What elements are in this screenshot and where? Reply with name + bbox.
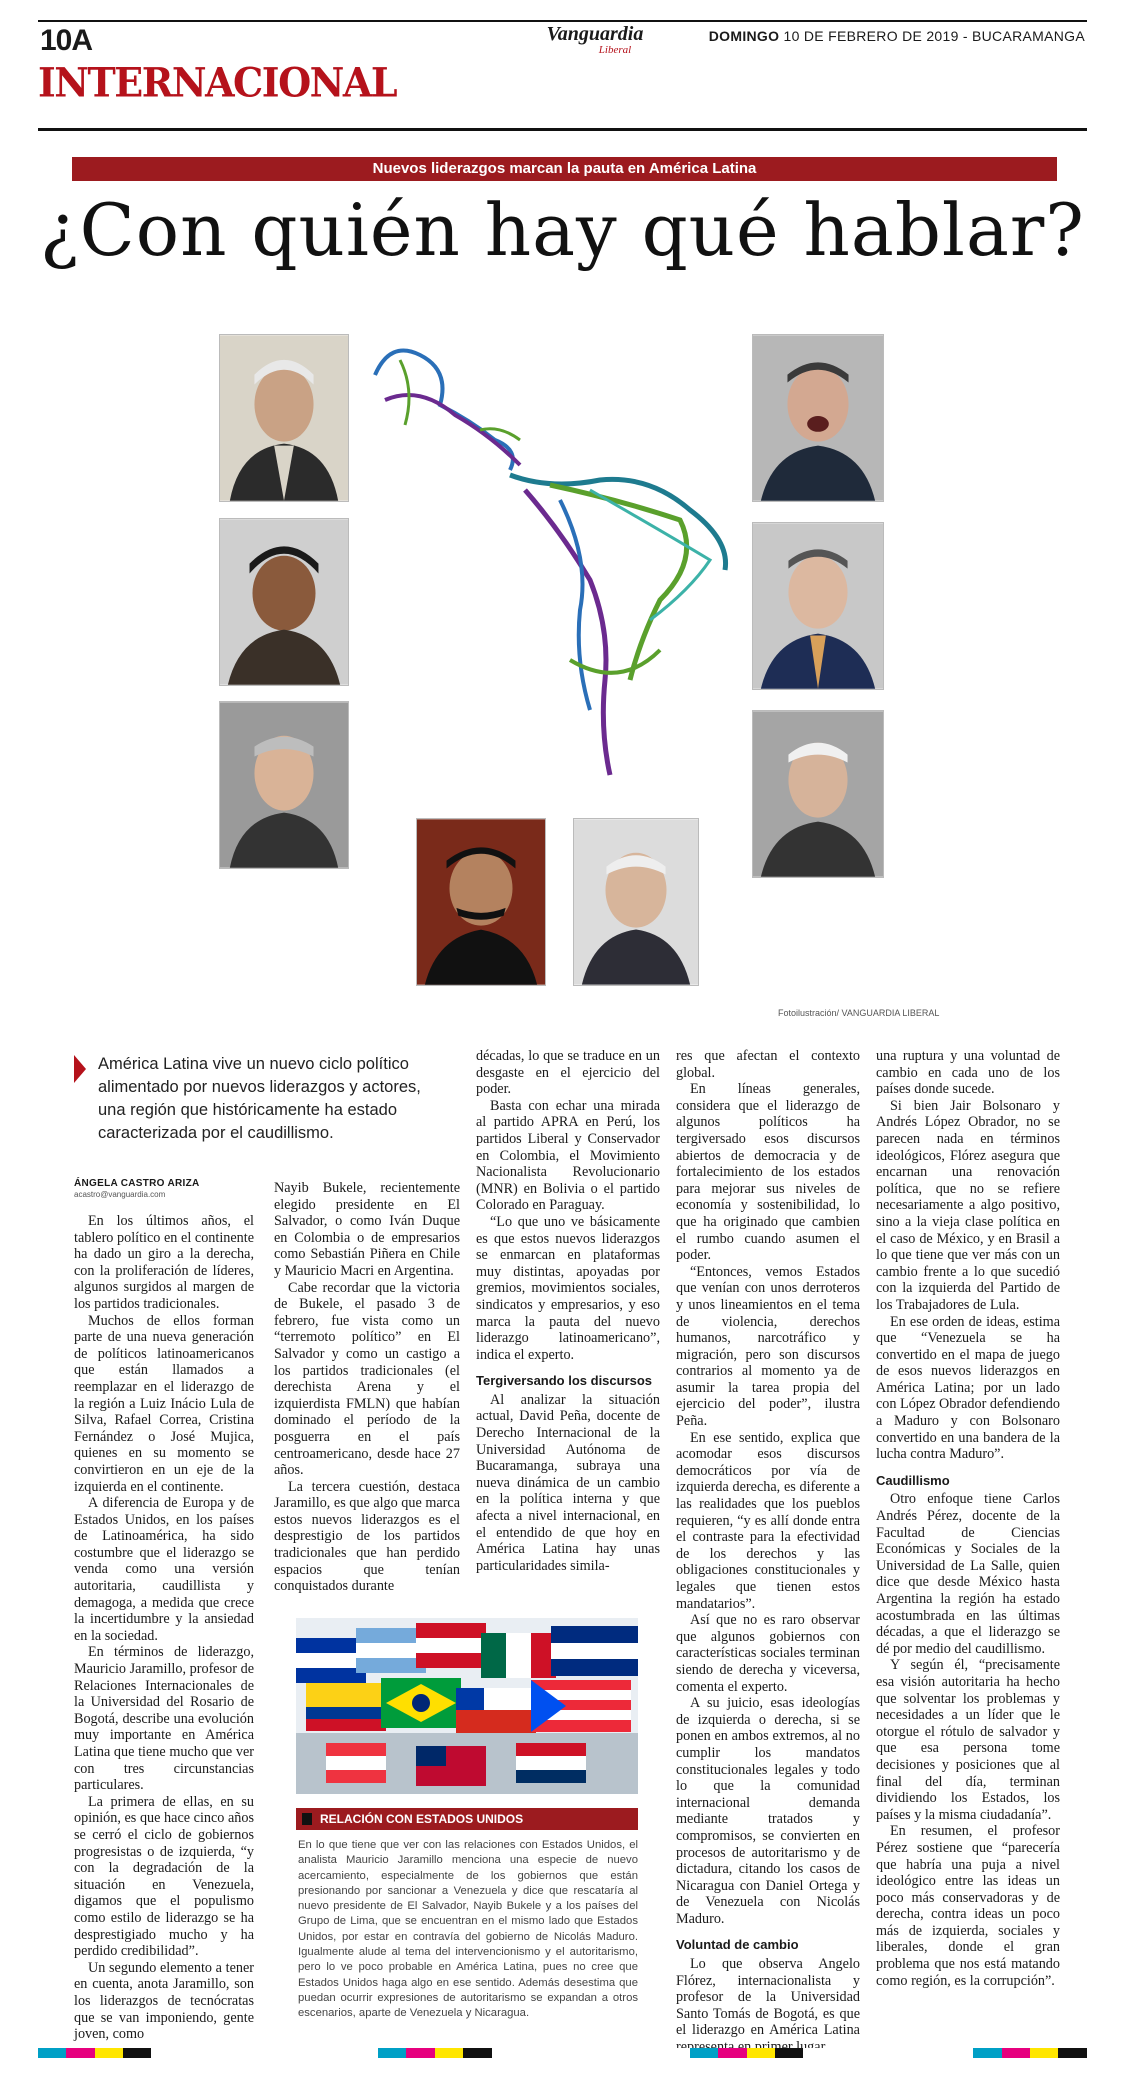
paragraph: En términos de liderazgo, Mauricio Jaramillo, profesor de Relaciones Internacionales de la Universidad del Rosario de Bogotá, describe una evolución muy importante en América Latina que tiene mucho que ver con tres circunstancias particulares. <box>74 1644 254 1794</box>
portrait-photo-7 <box>752 522 884 690</box>
portrait-photo-1 <box>219 334 349 502</box>
subheading: Tergiversando los discursos <box>476 1373 653 1389</box>
portrait-photo-2 <box>219 518 349 686</box>
article-column-5 <box>876 1048 1060 1989</box>
color-swatch <box>180 2048 208 2058</box>
sidebar-title: RELACIÓN CON ESTADOS UNIDOS <box>296 1808 638 1830</box>
paragraph: Si bien Jair Bolsonaro y Andrés López Obrador, no se parecen nada en términos ideológicos, Flórez asegura que encarnan una renovación política, que no se refiere necesariamente a algo positivo, sino a la vieja clase política en el caso de México, y en Brasil a lo que tiene que ver más con un cambio frente a lo que sucedió con la izquierda del Partido de los Trabajadores de Lula. <box>876 1097 1060 1313</box>
paragraph: décadas, lo que se traduce en un desgaste en el ejercicio del poder. <box>476 1048 660 1098</box>
color-swatch <box>236 2048 264 2058</box>
color-swatch <box>151 2048 179 2058</box>
paragraph: res que afectan el contexto global. <box>676 1048 860 1081</box>
color-swatch <box>463 2048 491 2058</box>
article-column-3 <box>476 1048 660 1574</box>
portrait-photo-5 <box>573 818 699 986</box>
color-swatch <box>293 2048 321 2058</box>
paragraph: Nayib Bukele, recientemente elegido presidente en El Salvador, o como Iván Duque en Colombia o de empresarios como Sebastián Piñera en Chile y Mauricio Macri en Argentina. <box>274 1180 460 1279</box>
color-swatch <box>378 2048 406 2058</box>
paragraph: En resumen, el profesor Pérez sostiene que “parecería que habría una puja a nivel ideológico entre las ideas un poco más conservadoras y de derecha, contra ideas un poco más de izquierda, sociales y liberales, donde el gran problema que nos está matando como región, es la corrupción”. <box>876 1823 1060 1989</box>
paragraph: Basta con echar una mirada al partido APRA en Perú, los partidos Liberal y Conservador en Colombia, el Movimiento Nacionalista Revolucionario (MNR) en Bolivia o el partido Colorado en Paraguay. <box>476 1097 660 1214</box>
paragraph: Muchos de ellos forman parte de una nueva generación de políticos latinoamericanos que están llamados a reemplazar en el liderazgo de la región a Luiz Inácio Lula de Silva, Rafael Correa, Cristina Fernández o José Mujica, quienes en su momento se convirtieron en un eje de la izquierda en el continente. <box>74 1312 254 1495</box>
sidebar-text: En lo que tiene que ver con las relaciones con Estados Unidos, el analista Mauricio Jaramillo menciona una especie de nuevo acercamiento, especialmente de los gobiernos que están presionando por sancionar a Venezuela y dice que rescataría al nuevo presidente de El Salvador, Nayib Bukele y a los países del Grupo de Lima, que se encuentran en el mismo lado que Estados Unidos, por estar en contravía del gobierno de Nicolás Maduro. Igualmente alude al tema del intervencionismo y el autoritarismo, pero lo ve poco probable en América Latina, pues no cree que Estados Unidos haga algo en ese sentido. Además desestima que puedan ocurrir expresiones de autoritarismo se expandan a otros escenarios, aparte de Venezuela y Nicaragua. <box>298 1839 638 2020</box>
color-swatch <box>208 2048 236 2058</box>
paragraph: A su juicio, esas ideologías de izquierda o derecha, si se ponen en ambos extremos, al no cumplir los mandatos constitucionales legales y todo lo que la comunidad internacional demanda mediante tratados y compromisos, se convierten en procesos de autoritarismo y de dictadura, citando los casos de Nicaragua con Daniel Ortega y de Venezuela con Nicolás Maduro. <box>676 1695 860 1927</box>
newspaper-logo <box>530 24 660 56</box>
paragraph: En ese sentido, explica que acomodar esos discursos democráticos por vía de izquierda derecha, es diferente a las realidades que los pueblos requieren, “y es allí donde entra el contraste para la efectividad de los derechos y las obligaciones constitucionales y legales que tienen estos mandatarios”. <box>676 1429 860 1612</box>
paragraph: Y según él, “precisamente esa visión autoritaria ha hecho que solventar los problemas y necesidades a un líder que le otorgue el rótulo de salvador y que esa persona tome decisiones y posiciones que al final del día, terminan dividiendo los Estados, los países y la misma ciudadanía”. <box>876 1657 1060 1823</box>
color-swatch <box>321 2048 349 2058</box>
color-swatch <box>1058 2048 1086 2058</box>
kicker: Nuevos liderazgos marcan la pauta en América Latina <box>72 157 1057 181</box>
paragraph: En los últimos años, el tablero político en el continente ha dado un giro a la derecha, con la proliferación de líderes, algunos surgidos al margen de los partidos tradicionales. <box>74 1213 254 1312</box>
photo-credit: Fotoilustración/ VANGUARDIA LIBERAL <box>778 1008 940 1018</box>
color-swatch <box>747 2048 775 2058</box>
color-swatch <box>492 2048 520 2058</box>
color-swatch <box>860 2048 888 2058</box>
latin-america-map-illustration <box>360 330 750 790</box>
paragraph: Cabe recordar que la victoria de Bukele, el pasado 3 de febrero, fue vista como un “terremoto político” en El Salvador y como un castigo a los partidos tradicionales (el derechista Arena y el izquierdista FMLN) que habían dominado el período de la posguerra en el país centroamericano, desde hace 27 años. <box>274 1279 460 1479</box>
subheading: Caudillismo <box>876 1472 950 1488</box>
section-title: INTERNACIONAL <box>38 58 397 107</box>
paragraph: Así que no es raro observar que algunos gobiernos con características sociales terminan siendo de derecha y viceversa, comenta el experto. <box>676 1612 860 1695</box>
color-swatch <box>945 2048 973 2058</box>
portrait-photo-4 <box>416 818 546 986</box>
color-swatch <box>888 2048 916 2058</box>
color-swatch <box>406 2048 434 2058</box>
color-swatch <box>38 2048 66 2058</box>
color-swatch <box>662 2048 690 2058</box>
paragraph: “Entonces, vemos Estados que venían con unos derroteros y unos lineamientos en el tema de violencia, derechos humanos, narcotráfico y migración, pero son discursos contrarios al momento ya de asumir la tarea propia del ejercicio del poder”, ilustra Peña. <box>676 1263 860 1430</box>
color-swatch <box>605 2048 633 2058</box>
color-swatch <box>803 2048 831 2058</box>
paragraph: Lo que observa Angelo Flórez, internacionalista y profesor de la Universidad Santo Tomás de Bogotá, es que el liderazgo en América Latina <box>676 1956 860 2039</box>
headline: ¿Con quién hay qué hablar? <box>40 188 1085 272</box>
color-swatch <box>917 2048 945 2058</box>
page-number: 10A <box>40 24 93 57</box>
portrait-photo-8 <box>752 710 884 878</box>
article-column-4 <box>676 1048 860 2056</box>
paragraph: En líneas generales, considera que el liderazgo de algunos políticos ha tergiversado esos discursos abiertos de democracia y de fortalecimiento de los estados para mejorar sus niveles de economía y sostenibilidad, lo que ha originado que cambien el rumbo cuando asumen el poder. <box>676 1081 860 1264</box>
color-swatch <box>775 2048 803 2058</box>
paragraph: “Lo que uno ve básicamente es que estos nuevos liderazgos se enmarcan en plataformas muy distintas, apoyadas por gremios, movimientos sociales, sindicatos y empresarios, y eso marca la pauta del nuevo liderazgo latinoamericano”, indica el experto. <box>476 1213 660 1363</box>
byline-email: acastro@vanguardia.com <box>74 1190 166 1199</box>
dateline-date: 10 DE FEBRERO DE 2019 - BUCARAMANGA <box>783 28 1085 44</box>
top-rule <box>38 20 1087 22</box>
portrait-photo-6 <box>752 334 884 502</box>
color-swatch <box>123 2048 151 2058</box>
color-swatch <box>95 2048 123 2058</box>
color-swatch <box>1030 2048 1058 2058</box>
color-swatch <box>66 2048 94 2058</box>
brand-sub: Liberal <box>598 44 632 56</box>
dateline-day: DOMINGO <box>708 28 780 44</box>
paragraph: A diferencia de Europa y de Estados Unidos, en los países de Latinoamérica, ha sido costumbre que el liderazgo se venda como una versión autoritaria, caudillista y demagoga, a medida que crece la incertidumbre y la ansiedad en la sociedad. <box>74 1495 254 1644</box>
color-swatch <box>1002 2048 1030 2058</box>
portrait-photo-3 <box>219 701 349 869</box>
paragraph: La primera de ellas, en su opinión, es que hace cinco años se cerró el ciclo de gobiernos progresistas o de izquierda, “y con la degradación de la situación en Venezuela, digamos que el populismo como estilo de liderazgo se ha desprestigiado mucho y ha perdido credibilidad”. <box>74 1793 254 1960</box>
section-rule <box>38 128 1087 131</box>
color-swatch <box>973 2048 1001 2058</box>
article-column-2 <box>274 1180 460 1595</box>
color-swatch <box>718 2048 746 2058</box>
byline: ÁNGELA CASTRO ARIZA <box>74 1178 200 1189</box>
article-column-1 <box>74 1213 254 2043</box>
color-swatch <box>832 2048 860 2058</box>
color-swatch <box>633 2048 661 2058</box>
color-swatch <box>265 2048 293 2058</box>
flags-photo <box>296 1618 638 1794</box>
paragraph: Otro enfoque tiene Carlos Andrés Pérez, docente de la Facultad de Ciencias Económicas y Sociales de la Universidad de La Salle, quien dice que desde México hasta Argentina la región ha estado acostumbrada en las últimas décadas, a que el liderazgo se dé por medio del caudillismo. <box>876 1491 1060 1657</box>
lead-paragraph: América Latina vive un nuevo ciclo político alimentado por nuevos liderazgos y actores, una región que históricamente ha estado caracterizada por el caudillismo. <box>98 1055 421 1142</box>
color-swatch <box>520 2048 548 2058</box>
paragraph: La tercera cuestión, destaca Jaramillo, es que algo que marca estos nuevos liderazgos es el desprestigio de los partidos tradicionales que han perdido espacios que tenían conquistados durante <box>274 1478 460 1595</box>
color-swatch <box>690 2048 718 2058</box>
color-registration-bar <box>38 2048 1087 2058</box>
paragraph: Al analizar la situación actual, David Peña, docente de Derecho Internacional de la Universidad Autónoma de Bucaramanga, subraya una nueva dinámica de un cambio en la política interna y que afecta a nivel internacional, en el entendido de que hoy en América Latina hay unas particularidades simila- <box>476 1391 660 1574</box>
dateline <box>709 28 1085 44</box>
brand-name: Vanguardia <box>546 23 644 45</box>
subheading: Voluntad de cambio <box>676 1937 799 1953</box>
color-swatch <box>350 2048 378 2058</box>
paragraph: En ese orden de ideas, estima que “Venezuela se ha convertido en el mapa de juego de esos nuevos liderazgos en América Latina; por un lado con López Obrador defendiendo a Maduro y con Bolsonaro convertido en una bandera de la lucha contra Maduro”. <box>876 1313 1060 1463</box>
color-swatch <box>435 2048 463 2058</box>
paragraph: Un segundo elemento a tener en cuenta, anota Jaramillo, son los liderazgos de tecnócratas que se van imponiendo, gente joven, como <box>74 1959 254 2043</box>
color-swatch <box>577 2048 605 2058</box>
paragraph: una ruptura y una voluntad de cambio en cada uno de los países donde sucede. <box>876 1048 1060 1098</box>
color-swatch <box>548 2048 576 2058</box>
